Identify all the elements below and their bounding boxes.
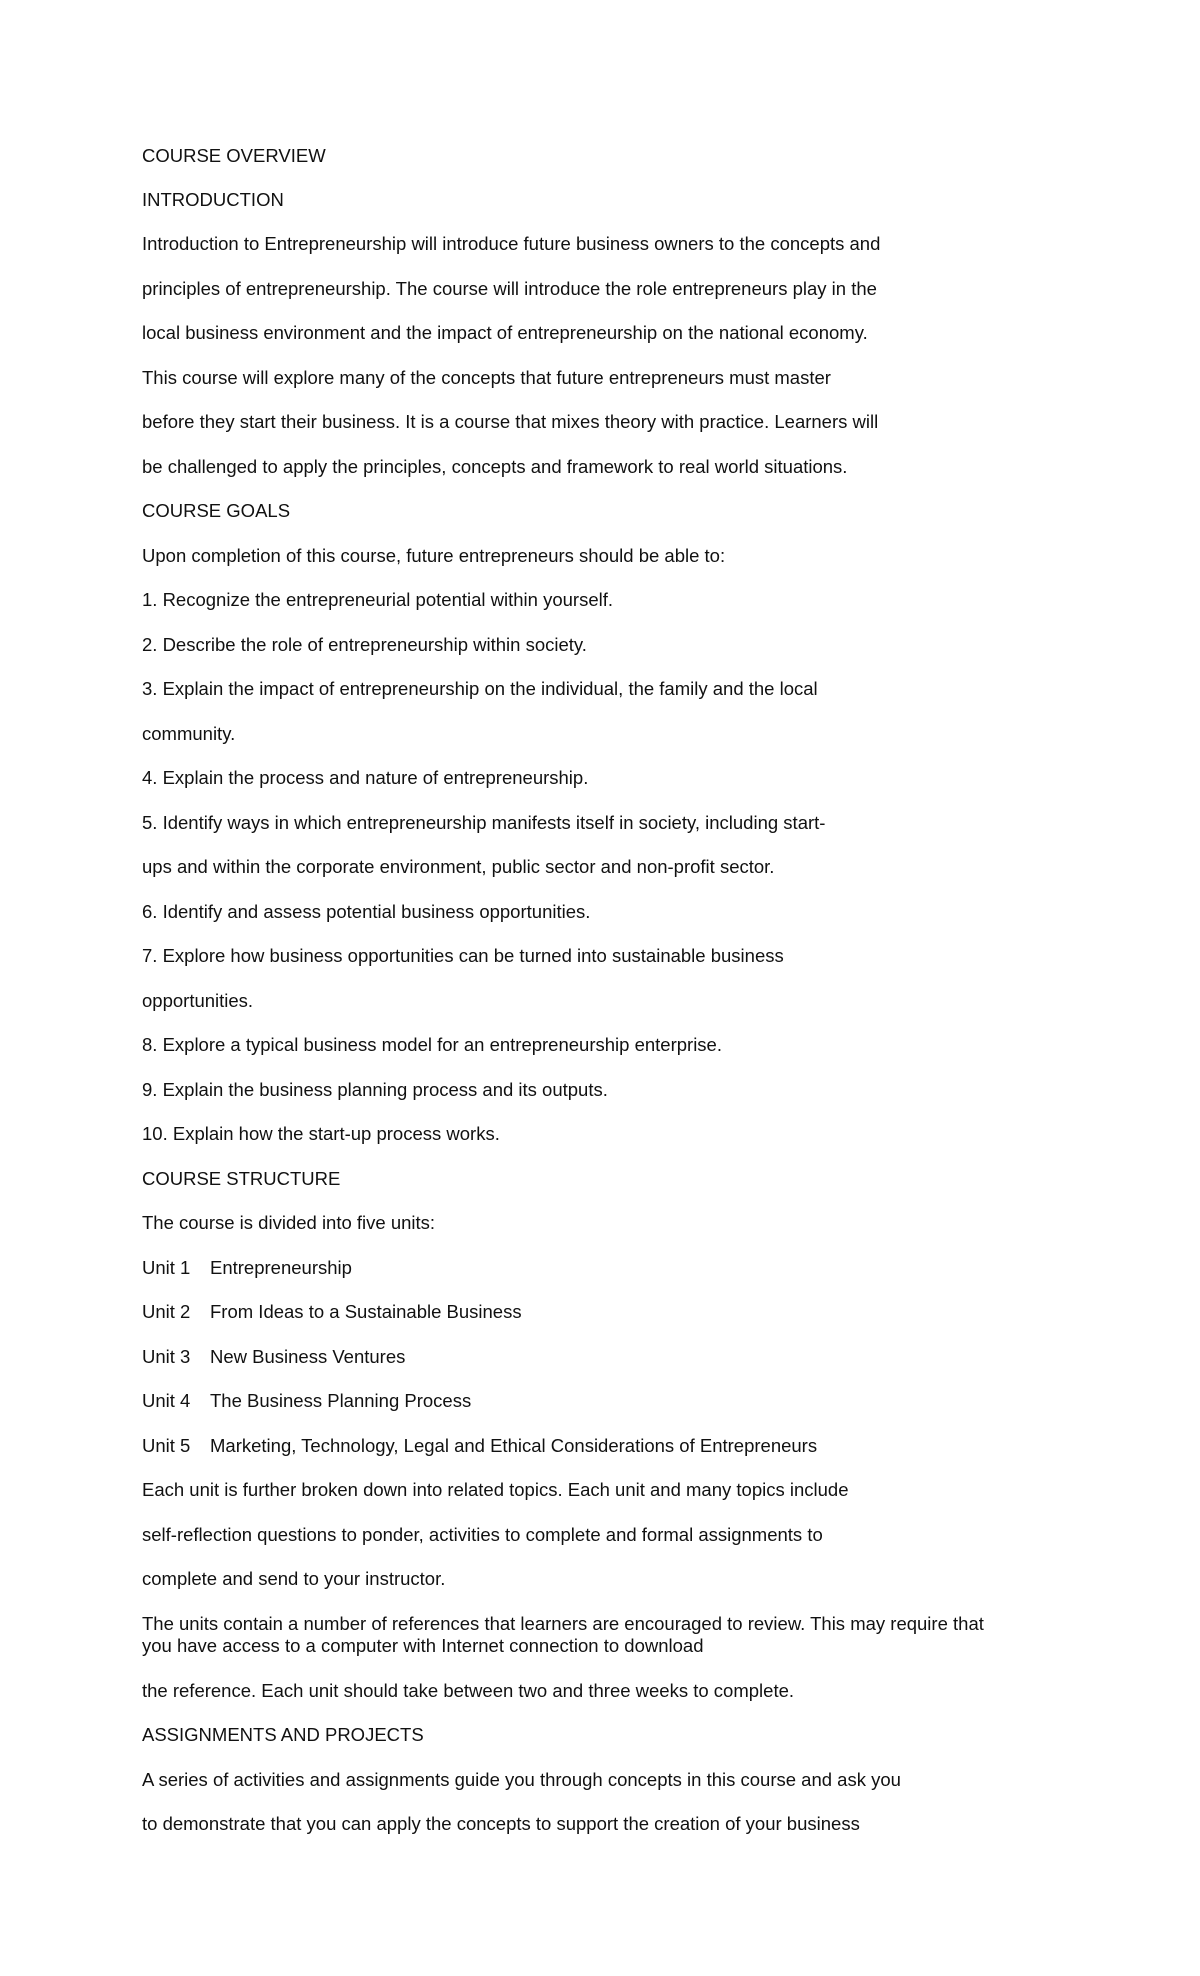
references-line: you have access to a computer with Internet connection to download xyxy=(142,1635,704,1656)
assignments-line: to demonstrate that you can apply the concepts to support the creation of your business xyxy=(142,1813,860,1834)
assignments-line: A series of activities and assignments guide you through concepts in this course and ask you xyxy=(142,1769,901,1790)
intro-line: This course will explore many of the concepts that future entrepreneurs must master xyxy=(142,367,831,388)
goals-intro: Upon completion of this course, future entrepreneurs should be able to: xyxy=(142,545,726,566)
heading-course-overview: COURSE OVERVIEW xyxy=(142,145,326,166)
intro-line: local business environment and the impact of entrepreneurship on the national economy. xyxy=(142,322,868,343)
goal-item: 8. Explore a typical business model for an entrepreneurship enterprise. xyxy=(142,1034,722,1055)
unit-row xyxy=(142,1435,817,1457)
goal-item: ups and within the corporate environment, public sector and non-profit sector. xyxy=(142,856,775,877)
goal-item: 10. Explain how the start-up process works. xyxy=(142,1123,500,1144)
goal-item: 3. Explain the impact of entrepreneurship on the individual, the family and the local xyxy=(142,678,818,699)
unit-title: New Business Ventures xyxy=(210,1346,406,1367)
goal-item: 7. Explore how business opportunities can be turned into sustainable business xyxy=(142,945,784,966)
unit-number: Unit 3 xyxy=(142,1346,191,1367)
goal-item: 2. Describe the role of entrepreneurship within society. xyxy=(142,634,587,655)
heading-course-goals: COURSE GOALS xyxy=(142,500,291,521)
goal-item: opportunities. xyxy=(142,990,254,1011)
intro-line: before they start their business. It is a course that mixes theory with practice. Learners will xyxy=(142,411,879,432)
goal-item: 5. Identify ways in which entrepreneurship manifests itself in society, including start- xyxy=(142,812,826,833)
unit-title: The Business Planning Process xyxy=(210,1390,472,1411)
unit-row xyxy=(142,1390,471,1412)
structure-line: Each unit is further broken down into related topics. Each unit and many topics include xyxy=(142,1479,849,1500)
goal-item: community. xyxy=(142,723,236,744)
structure-intro: The course is divided into five units: xyxy=(142,1212,436,1233)
goal-item: 4. Explain the process and nature of entrepreneurship. xyxy=(142,767,589,788)
references-line: the reference. Each unit should take between two and three weeks to complete. xyxy=(142,1680,795,1701)
heading-introduction: INTRODUCTION xyxy=(142,189,284,210)
unit-number: Unit 1 xyxy=(142,1257,191,1278)
intro-line: Introduction to Entrepreneurship will introduce future business owners to the concepts and xyxy=(142,233,881,254)
unit-number: Unit 5 xyxy=(142,1435,191,1456)
unit-row xyxy=(142,1257,352,1279)
unit-row xyxy=(142,1301,522,1323)
goal-item: 6. Identify and assess potential business opportunities. xyxy=(142,901,591,922)
heading-assignments-projects: ASSIGNMENTS AND PROJECTS xyxy=(142,1724,424,1745)
intro-line: be challenged to apply the principles, concepts and framework to real world situations. xyxy=(142,456,848,477)
unit-title: From Ideas to a Sustainable Business xyxy=(210,1301,522,1322)
unit-number: Unit 2 xyxy=(142,1301,191,1322)
unit-title: Marketing, Technology, Legal and Ethical Considerations of Entrepreneurs xyxy=(210,1435,818,1456)
unit-number: Unit 4 xyxy=(142,1390,191,1411)
references-line: The units contain a number of references that learners are encouraged to review. This may require that xyxy=(142,1613,984,1634)
unit-row xyxy=(142,1346,405,1368)
heading-course-structure: COURSE STRUCTURE xyxy=(142,1168,341,1189)
intro-line: principles of entrepreneurship. The course will introduce the role entrepreneurs play in the xyxy=(142,278,877,299)
goal-item: 9. Explain the business planning process and its outputs. xyxy=(142,1079,608,1100)
goal-item: 1. Recognize the entrepreneurial potential within yourself. xyxy=(142,589,614,610)
unit-title: Entrepreneurship xyxy=(210,1257,352,1278)
structure-line: complete and send to your instructor. xyxy=(142,1568,446,1589)
structure-line: self-reflection questions to ponder, activities to complete and formal assignments to xyxy=(142,1524,823,1545)
